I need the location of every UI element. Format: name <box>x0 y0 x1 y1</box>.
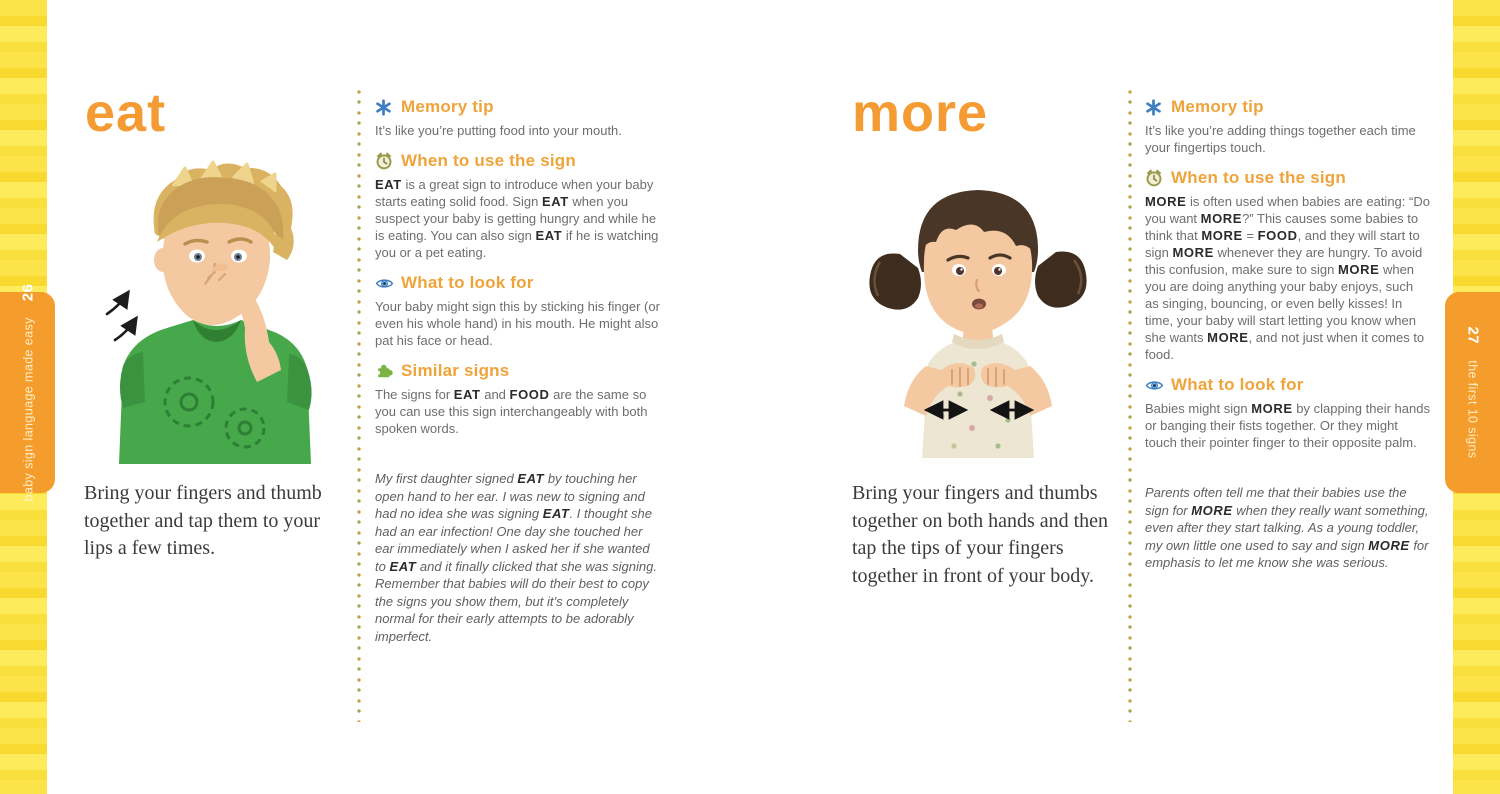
boy-eat-illustration <box>93 156 335 469</box>
left-page-number: 26 <box>19 283 36 302</box>
section-when-to-use <box>375 151 660 261</box>
girl-more-svg <box>856 158 1100 458</box>
eye-icon <box>375 274 394 293</box>
eat-instruction-caption: Bring your fingers and thumb together and tap them to your lips a few times. <box>84 482 322 560</box>
section-body: It’s like you’re putting food into your mouth. <box>375 123 622 138</box>
section-heading: What to look for <box>401 273 534 292</box>
section-memory-tip <box>375 97 660 139</box>
left-tab-label: baby sign language made easy <box>20 317 35 502</box>
clock-icon <box>1145 169 1164 188</box>
section-heading: Memory tip <box>401 97 494 116</box>
right-tab-label: the first 10 signs <box>1465 360 1480 459</box>
eye-icon <box>1145 376 1164 395</box>
girl-more-illustration <box>856 158 1100 463</box>
eat-info-column <box>375 97 660 645</box>
section-body: MORE is often used when babies are eating: “Do you want MORE?” This causes some babies to think that MORE = FOOD, and they will start to sign MORE whenever they are hungry. To avoid this confusion, make sure to sign MORE when you are doing anything your baby enjoys, such as singing, bouncing, or even belly kisses! In time, your baby will start letting you know when she wants MORE, and not just when it comes to food. <box>1145 194 1430 362</box>
section-what-to-look-for <box>375 273 660 349</box>
section-heading: Similar signs <box>401 361 510 380</box>
section-heading: What to look for <box>1171 375 1304 394</box>
sign-title-more: more <box>852 83 989 143</box>
author-anecdote: My first daughter signed EAT by touching her open hand to her ear. I was new to signing and had no idea she was signing EAT. I thought she had an ear infection! One day she touched her ear immediately when I asked her if she wanted to EAT and it finally clicked that she was signing. Remember that babies will do their best to copy the signs you show them, but it’s completely normal for their early attempts to be adorably imperfect. <box>375 471 657 644</box>
right-page-number: 27 <box>1464 326 1481 345</box>
section-when-to-use <box>1145 168 1430 363</box>
left-dotted-divider <box>357 90 361 722</box>
more-instruction-caption: Bring your fingers and thumbs together on both hands and then tap the tips of your fingers together in front of your body. <box>852 482 1109 587</box>
section-heading: When to use the sign <box>401 151 576 170</box>
right-dotted-divider <box>1128 90 1132 722</box>
motion-arrows <box>107 294 135 340</box>
puzzle-icon <box>375 362 394 381</box>
boy-eat-svg <box>93 156 335 464</box>
more-info-column <box>1145 97 1430 572</box>
section-body: The signs for EAT and FOOD are the same so you can use this sign interchangeably with both spoken words. <box>375 387 648 436</box>
section-body: It’s like you’re adding things together each time your fingertips touch. <box>1145 123 1416 155</box>
section-heading: Memory tip <box>1171 97 1264 116</box>
clock-icon <box>375 152 394 171</box>
asterisk-icon <box>375 98 394 117</box>
boy-shirt <box>119 320 312 464</box>
asterisk-icon <box>1145 98 1164 117</box>
section-what-to-look-for <box>1145 375 1430 451</box>
section-memory-tip <box>1145 97 1430 156</box>
section-body: Babies might sign MORE by clapping their hands or banging their fists together. Or they might touch their pointer finger to their opposite palm. <box>1145 401 1430 450</box>
right-chapter-tab <box>1445 292 1500 493</box>
section-body: Your baby might sign this by sticking his finger (or even his whole hand) in his mouth. He might also pat his face or head. <box>375 299 660 348</box>
section-body: EAT is a great sign to introduce when your baby starts eating solid food. Sign EAT when you suspect your baby is getting hungry and while he is eating. You can also sign EAT if he is watching you or a pet eating. <box>375 177 659 260</box>
left-chapter-tab <box>0 283 55 502</box>
girl-face <box>918 190 1038 334</box>
section-heading: When to use the sign <box>1171 168 1346 187</box>
sign-title-eat: eat <box>85 83 167 143</box>
section-similar-signs <box>375 361 660 437</box>
author-anecdote: Parents often tell me that their babies use the sign for MORE when they really want something, even after they start talking. As a young toddler, my own little one used to say and sign MORE for emphasis to let me know she was serious. <box>1145 485 1429 570</box>
